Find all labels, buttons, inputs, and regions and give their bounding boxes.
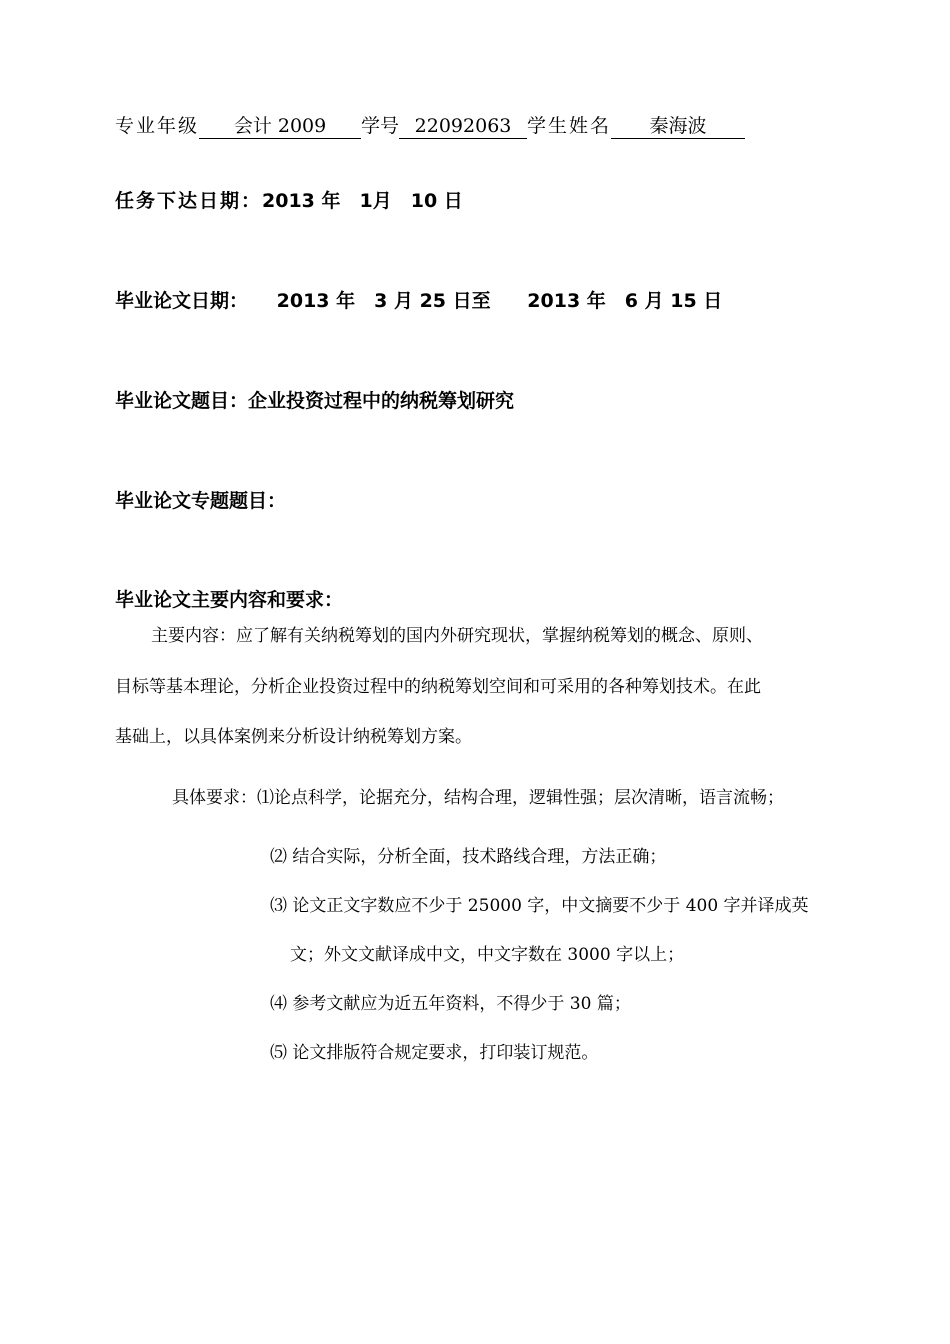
thesis-title-line bbox=[115, 387, 514, 415]
student-id-value: 22092063 bbox=[399, 114, 527, 139]
task-date-label: 任务下达日期： bbox=[115, 190, 263, 212]
requirement-1-text: ⑴论点科学，论据充分，结构合理，逻辑性强；层次清晰，语言流畅； bbox=[257, 788, 784, 808]
major-label: 专业年级 bbox=[115, 115, 200, 137]
student-name-label: 学生姓名 bbox=[527, 115, 612, 137]
student-info-line bbox=[115, 112, 745, 140]
thesis-dates-line bbox=[115, 287, 722, 315]
requirement-3-continued: 文；外文文献译成中文，中文字数在 3000 字以上； bbox=[290, 945, 685, 965]
thesis-start-date: 2013 年 3 月 25 日至 bbox=[276, 290, 491, 312]
task-date-value: 2013 年 1月 10 日 bbox=[262, 190, 463, 212]
student-name-value: 秦海波 bbox=[611, 114, 745, 139]
requirement-4: ⑷ 参考文献应为近五年资料，不得少于 30 篇； bbox=[270, 994, 631, 1014]
special-topic-line bbox=[115, 487, 286, 515]
requirement-5: ⑸ 论文排版符合规定要求，打印装订规范。 bbox=[270, 1043, 599, 1063]
special-topic-label: 毕业论文专题题目： bbox=[115, 490, 287, 512]
thesis-dates-label: 毕业论文日期： bbox=[115, 290, 249, 312]
thesis-title-value: 企业投资过程中的纳税筹划研究 bbox=[248, 390, 515, 412]
thesis-end-date: 2013 年 6 月 15 日 bbox=[527, 290, 723, 312]
requirement-3: ⑶ 论文正文字数应不少于 25000 字，中文摘要不少于 400 字并译成英 bbox=[270, 896, 809, 916]
requirements-label: 具体要求： bbox=[172, 788, 257, 808]
requirement-1 bbox=[172, 786, 784, 810]
thesis-title-label: 毕业论文题目： bbox=[115, 390, 249, 412]
major-value: 会计 2009 bbox=[199, 114, 361, 139]
main-content-heading: 毕业论文主要内容和要求： bbox=[115, 589, 344, 611]
task-date-line bbox=[115, 187, 463, 215]
student-id-label: 学号 bbox=[361, 115, 400, 137]
main-content-line-2: 目标等基本理论，分析企业投资过程中的纳税筹划空间和可采用的各种筹划技术。在此 bbox=[115, 677, 761, 697]
requirement-2: ⑵ 结合实际，分析全面，技术路线合理，方法正确； bbox=[270, 847, 667, 867]
main-content-line-3: 基础上，以具体案例来分析设计纳税筹划方案。 bbox=[115, 727, 472, 747]
main-content-line-1: 主要内容：应了解有关纳税筹划的国内外研究现状，掌握纳税筹划的概念、原则、 bbox=[151, 626, 763, 646]
